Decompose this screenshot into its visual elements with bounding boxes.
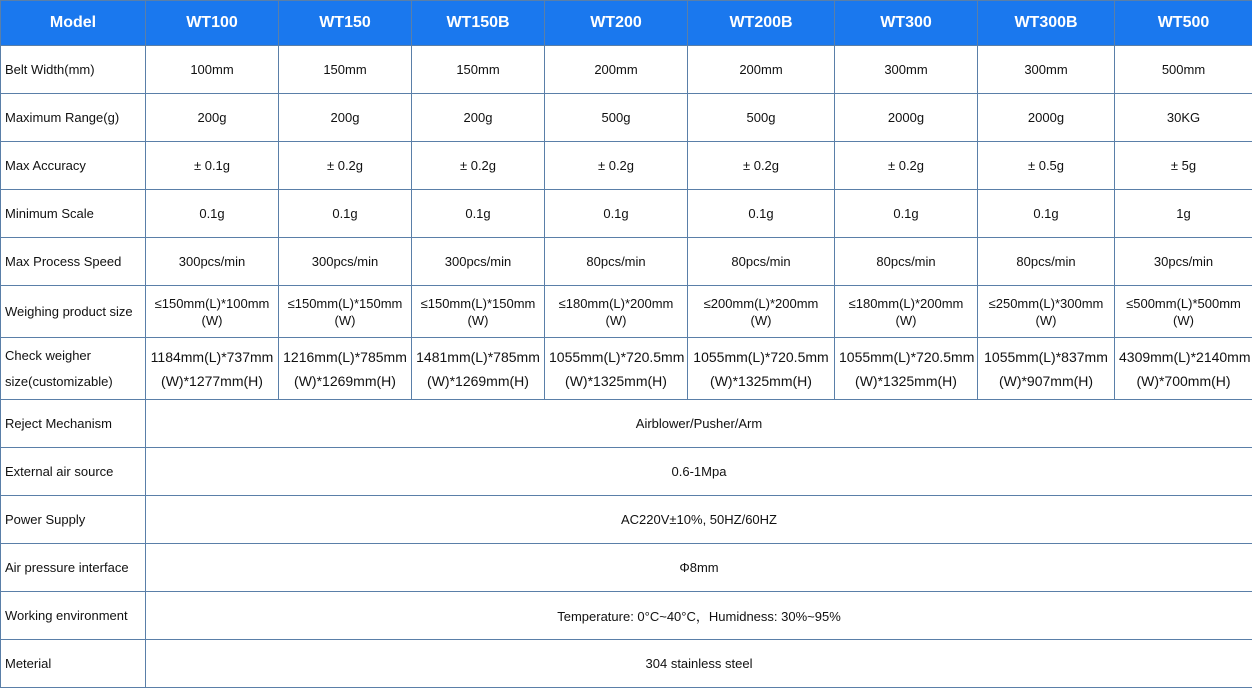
row-label: Maximum Range(g) [1, 94, 146, 142]
table-cell: ± 0.2g [688, 142, 835, 190]
row-product-size [1, 286, 1252, 338]
table-cell: 150mm [279, 46, 412, 94]
row-reject [1, 400, 1252, 448]
row-max-range [1, 94, 1252, 142]
row-air-interface [1, 544, 1252, 592]
table-cell: ± 0.1g [146, 142, 279, 190]
header-row [1, 1, 1252, 46]
table-cell: 304 stainless steel [146, 640, 1252, 688]
header-model-name: WT300 [835, 1, 978, 46]
table-cell: ≤200mm(L)*200mm (W) [688, 286, 835, 338]
table-cell: 1055mm(L)*720.5mm (W)*1325mm(H) [545, 338, 688, 400]
row-label: Belt Width(mm) [1, 46, 146, 94]
table-cell: 1055mm(L)*720.5mm (W)*1325mm(H) [835, 338, 978, 400]
table-cell: 300mm [978, 46, 1115, 94]
row-label: Power Supply [1, 496, 146, 544]
header-model-name: WT200B [688, 1, 835, 46]
table-cell: 300pcs/min [146, 238, 279, 286]
table-cell: 0.1g [279, 190, 412, 238]
table-cell: 200g [146, 94, 279, 142]
table-cell: Φ8mm [146, 544, 1252, 592]
table-cell: 0.1g [412, 190, 545, 238]
table-cell: 300pcs/min [279, 238, 412, 286]
header-model-name: WT100 [146, 1, 279, 46]
table-cell: ≤180mm(L)*200mm (W) [835, 286, 978, 338]
table-cell: 0.6-1Mpa [146, 448, 1252, 496]
table-cell: 0.1g [688, 190, 835, 238]
table-cell: 80pcs/min [688, 238, 835, 286]
table-cell: 4309mm(L)*2140mm (W)*700mm(H) [1115, 338, 1252, 400]
table-cell: 80pcs/min [978, 238, 1115, 286]
header-model-name: WT300B [978, 1, 1115, 46]
row-label: Minimum Scale [1, 190, 146, 238]
table-cell: ≤150mm(L)*150mm (W) [279, 286, 412, 338]
row-label: Reject Mechanism [1, 400, 146, 448]
table-cell: ± 0.5g [978, 142, 1115, 190]
table-cell: 1216mm(L)*785mm (W)*1269mm(H) [279, 338, 412, 400]
table-cell: Airblower/Pusher/Arm [146, 400, 1252, 448]
table-cell: 30KG [1115, 94, 1252, 142]
row-environment [1, 592, 1252, 640]
table-cell: 1184mm(L)*737mm (W)*1277mm(H) [146, 338, 279, 400]
table-cell: 1481mm(L)*785mm (W)*1269mm(H) [412, 338, 545, 400]
row-label: Working environment [1, 592, 146, 640]
table-cell: ≤250mm(L)*300mm (W) [978, 286, 1115, 338]
header-model: Model [1, 1, 146, 46]
row-max-speed [1, 238, 1252, 286]
table-cell: 80pcs/min [545, 238, 688, 286]
table-cell: 200mm [545, 46, 688, 94]
row-max-accuracy [1, 142, 1252, 190]
table-cell: ± 0.2g [835, 142, 978, 190]
table-cell: ≤150mm(L)*100mm (W) [146, 286, 279, 338]
row-min-scale [1, 190, 1252, 238]
table-cell: ≤180mm(L)*200mm (W) [545, 286, 688, 338]
header-model-name: WT200 [545, 1, 688, 46]
table-cell: 150mm [412, 46, 545, 94]
row-weigher-size [1, 338, 1252, 400]
table-cell: Temperature: 0°C~40°C，Humidness: 30%~95% [146, 592, 1252, 640]
row-air-source [1, 448, 1252, 496]
table-cell: 1055mm(L)*720.5mm (W)*1325mm(H) [688, 338, 835, 400]
table-cell: ≤150mm(L)*150mm (W) [412, 286, 545, 338]
table-cell: ≤500mm(L)*500mm (W) [1115, 286, 1252, 338]
row-material [1, 640, 1252, 688]
row-label: Max Process Speed [1, 238, 146, 286]
table-cell: 200g [279, 94, 412, 142]
table-cell: 300mm [835, 46, 978, 94]
table-cell: 200mm [688, 46, 835, 94]
table-cell: 1055mm(L)*837mm (W)*907mm(H) [978, 338, 1115, 400]
row-label: Air pressure interface [1, 544, 146, 592]
table-cell: 200g [412, 94, 545, 142]
table-cell: 500mm [1115, 46, 1252, 94]
table-cell: AC220V±10%, 50HZ/60HZ [146, 496, 1252, 544]
table-cell: ± 5g [1115, 142, 1252, 190]
row-label: Meterial [1, 640, 146, 688]
table-cell: 0.1g [835, 190, 978, 238]
table-cell: 80pcs/min [835, 238, 978, 286]
row-label: Max Accuracy [1, 142, 146, 190]
table-cell: 100mm [146, 46, 279, 94]
table-cell: ± 0.2g [545, 142, 688, 190]
table-cell: 500g [688, 94, 835, 142]
row-label: External air source [1, 448, 146, 496]
table-cell: 0.1g [978, 190, 1115, 238]
table-cell: ± 0.2g [412, 142, 545, 190]
table-cell: 2000g [835, 94, 978, 142]
table-cell: 0.1g [146, 190, 279, 238]
header-model-name: WT500 [1115, 1, 1252, 46]
header-model-name: WT150 [279, 1, 412, 46]
table-cell: ± 0.2g [279, 142, 412, 190]
header-model-name: WT150B [412, 1, 545, 46]
table-cell: 2000g [978, 94, 1115, 142]
row-belt-width [1, 46, 1252, 94]
table-cell: 0.1g [545, 190, 688, 238]
row-label: Weighing product size [1, 286, 146, 338]
table-cell: 300pcs/min [412, 238, 545, 286]
table-cell: 30pcs/min [1115, 238, 1252, 286]
table-cell: 1g [1115, 190, 1252, 238]
table-cell: 500g [545, 94, 688, 142]
row-power [1, 496, 1252, 544]
row-label: Check weigher size(customizable) [1, 338, 146, 400]
